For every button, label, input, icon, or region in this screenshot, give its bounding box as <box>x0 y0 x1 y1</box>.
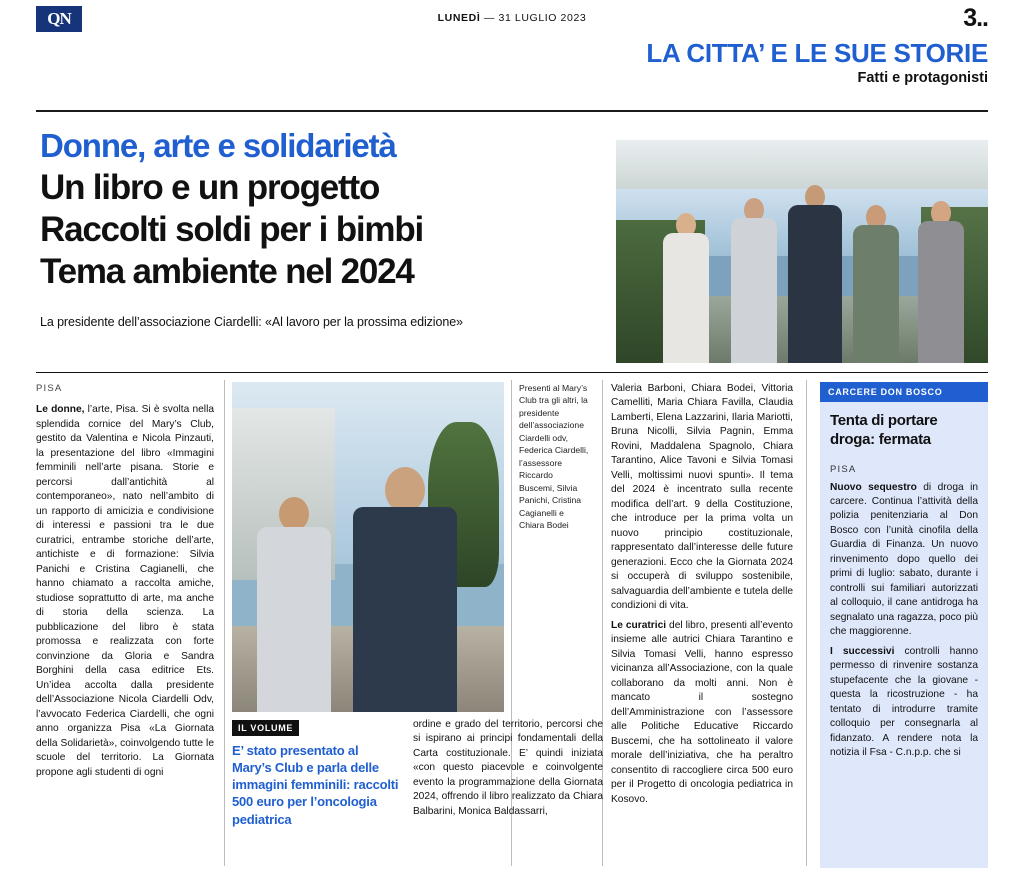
dateline-date: 31 LUGLIO 2023 <box>498 12 587 24</box>
body-column-4 <box>611 382 793 812</box>
sidebar-tag: CARCERE DON BOSCO <box>820 382 988 402</box>
person-body <box>853 225 899 363</box>
article-kicker: Donne, arte e solidarietà <box>40 127 396 164</box>
masthead <box>36 6 988 40</box>
person-body <box>257 527 331 712</box>
volume-box-text: E’ stato presentato al Mary’s Club e parla delle immagini femminili: raccolti 500 euro per l’oncologia pediatrica <box>232 743 399 827</box>
photo-person-5 <box>912 201 970 363</box>
person-body <box>918 221 964 363</box>
secondary-photo <box>232 382 504 712</box>
photo-caption-column <box>519 382 589 536</box>
sidebar-paragraph: I successivi controlli hanno permesso di rinvenire sostanza stupefacente che la giovane - questa la ricostruzione - ha tentato di introdurre tramite colloquio per consegnarla al fidanzato. A rendere nota la notizia il Fsa - C.n.p.p. che si <box>830 645 978 759</box>
sidebar-title: Tenta di portare droga: fermata <box>830 412 938 448</box>
headline-line-2: Raccolti soldi per i bimbi <box>40 209 424 249</box>
person-body <box>663 233 709 363</box>
dateline <box>36 12 988 24</box>
person-head <box>279 497 309 531</box>
lead-photo-group <box>616 140 988 363</box>
sidebar-body <box>820 481 988 772</box>
article-subhead: La presidente dell’associazione Ciardelli: «Al lavoro per la prossima edizione» <box>40 314 463 329</box>
article-headline <box>40 167 585 293</box>
section-header <box>646 40 988 86</box>
headline-line-3: Tema ambiente nel 2024 <box>40 251 414 291</box>
page-number: 3.. <box>963 4 988 32</box>
volume-box-tag: IL VOLUME <box>232 720 299 736</box>
photo-canopy <box>616 140 988 189</box>
volume-box <box>232 718 400 828</box>
headline-line-1: Un libro e un progetto <box>40 167 380 207</box>
dateline-dash: — <box>483 12 495 24</box>
body-column-continuation <box>413 718 603 824</box>
body-paragraph: Le donne, l’arte, Pisa. Si è svolta nella splendida cornice del Mary’s Club, gestito da Valentina e Nicola Pinzauti, la presentazione del libro «Immagini femminili nell’arte pisana. Storie e percorsi dall’antichità al contemporaneo», nato nell’ambito di un rapporto di amicizia e condivisione di interessi e passioni tra le due curatrici, entrambe storiche dell’arte, antichiste e di formazione: Silvia Panichi e Cristina Cagianelli, che hanno chiamato a raccolta amiche, studiose soprattutto di arte, ma anche di storia della scienza. La pubblicazione del libro è stata promossa e realizzata con forte convinzione da Gloria e Sandra Borghini della casa editrice Ets. Un’idea accolta dalla presidente dell’Associazione Nicola Ciardelli Odv, l’avvocato Federica Ciardelli, che ogni anno organizza Pisa «La Giornata della Solidarietà», coinvolgendo tutte le scuole del territorio. La Giornata propone agli studenti di ogni <box>36 404 215 778</box>
photo-person-man <box>350 467 460 712</box>
person-body <box>788 205 842 363</box>
body-paragraph: Valeria Barboni, Chiara Bodei, Vittoria Camelliti, Maria Chiara Favilla, Claudia Lamberti, Elena Lazzarini, Ilaria Mariotti, Bruna Nicolli, Silvia Pagnin, Emma Rovini, Maddalena Spagnolo, Chiara Tarantino, Alice Tavoni e Silvia Tomasi Velli, moltissimi nuovi spunti». Il tema del 2024 è incentrato sulla recente modifica dell’art. 9 della Costituzione, che introduce per la prima volta un nuovo principio costituzionale, rappresentato dall’interesse delle future generazioni. Ecco che la Giornata 2024 si occuperà di sviluppo sostenibile, salvaguardia dell’ambiente e tutela delle condizioni di vita. <box>611 383 793 612</box>
photo-person-1 <box>658 213 714 363</box>
person-body <box>731 218 777 363</box>
column-rule-4 <box>806 380 807 866</box>
body-column-1 <box>36 382 214 785</box>
sidebar-paragraph: Nuovo sequestro di droga in carcere. Continua l’attività della polizia penitenziaria al Don Bosco con l’unità cinofila della Guardia di Finanza. Un nuovo rinvenimento dopo quello dei primi di luglio: sabato, durante i controlli sui familiari autorizzati al colloquio, il cane antidroga ha segnalato una ragazza, poco più che maggiorenne. <box>830 481 978 638</box>
sidebar-dateline-city: PISA <box>830 463 857 475</box>
person-body <box>353 507 457 712</box>
horizontal-rule-top <box>36 110 988 112</box>
photo-person-4 <box>848 205 904 363</box>
qn-logo: QN <box>36 6 82 32</box>
photo-person-3 <box>784 185 846 363</box>
section-title: LA CITTA’ E LE SUE STORIE <box>646 38 988 68</box>
body-paragraph: ordine e grado del territorio, percorsi che si ispirano ai principi fondamentali della Carta costituzionale. E’ quindi iniziata «con questo piacevole e coinvolgente evento la programmazione della Giornata 2024, offrendo il libro realizzato da Chiara Balbarini, Monica Baldassarri, <box>413 719 603 817</box>
headline-block <box>40 128 585 329</box>
body-paragraph: Le curatrici del libro, presenti all’evento insieme alle autrici Chiara Tarantino e Silvia Tomasi Velli, hanno espresso vicinanza all’Associazione, con la quale collaborano da molti anni. Non è mancato il sostegno dell’Amministrazione con l’assessore alle Politiche Educative Riccardo Buscemi, che ha sottolineato il valore morale dell’iniziativa, che ha peraltro consentito di raccogliere circa 500 euro per il Progetto di oncologia pediatrica in Kosovo. <box>611 619 793 805</box>
sidebar-article <box>820 382 988 868</box>
dateline-city: PISA <box>36 383 63 394</box>
dateline-weekday: LUNEDÌ <box>437 12 481 24</box>
section-subtitle: Fatti e protagonisti <box>857 70 988 87</box>
horizontal-rule-mid <box>36 372 988 373</box>
photo-person-2 <box>726 198 782 363</box>
photo-person-woman <box>254 497 334 712</box>
column-rule-1 <box>224 380 225 866</box>
photo-caption: Presenti al Mary’s Club tra gli altri, la presidente dell’associazione Ciardelli odv, Federica Ciardelli, l’assessore Riccardo Buscemi, Silvia Panichi, Cristina Cagianelli e Chiara Bodei <box>519 383 589 530</box>
